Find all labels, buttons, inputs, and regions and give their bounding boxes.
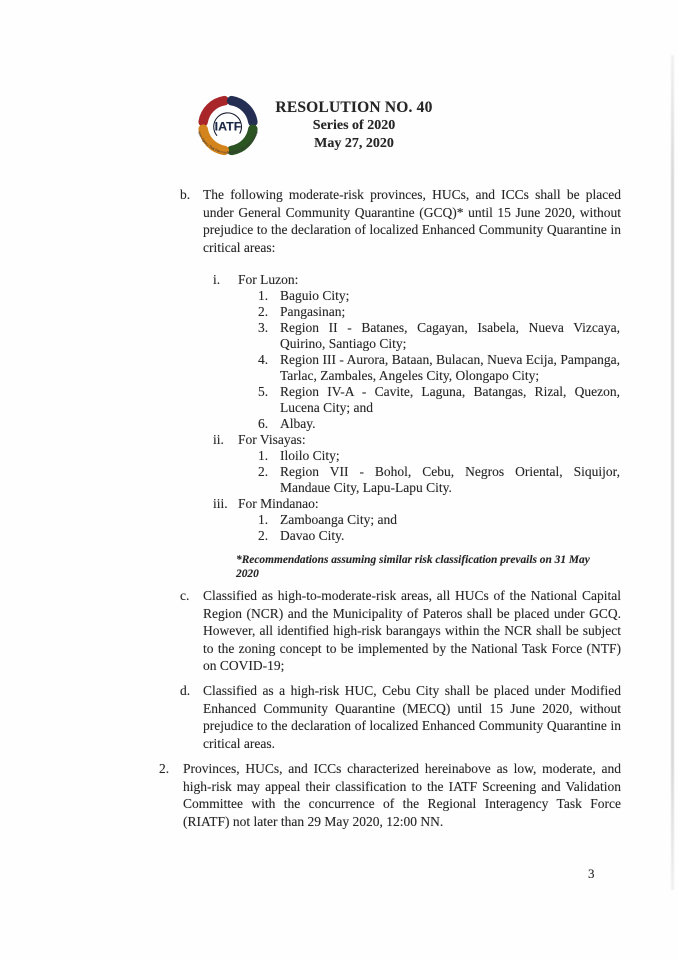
item-number: 3.	[258, 320, 269, 335]
paragraph-c-text: Classified as high-to-moderate-risk areas, all HUCs of the National Capital Region (NCR) and the Municipality of Pateros shall be placed under GCQ. However, all identified high-risk barangays within the NCR shall be subject to the zoning concept to be implemented by the National Task Force (NTF) on COVID-19;	[203, 588, 621, 674]
visayas-items	[258, 448, 620, 496]
resolution-title-block	[243, 98, 465, 153]
region-luzon-marker: i.	[213, 272, 221, 287]
region-visayas-marker: ii.	[213, 432, 224, 447]
item-number: 2.	[258, 528, 269, 543]
item-number: 4.	[258, 352, 269, 367]
region-heading-mindanao	[213, 496, 620, 512]
region-visayas-label: For Visayas:	[238, 432, 306, 447]
region-heading-visayas	[213, 432, 620, 448]
item-text: Region II - Batanes, Cagayan, Isabela, Nueva Vizcaya, Quirino, Santiago City;	[280, 320, 620, 351]
luzon-items	[258, 288, 620, 432]
list-item	[258, 416, 620, 432]
region-mindanao-marker: iii.	[213, 496, 228, 511]
resolution-date: May 27, 2020	[314, 136, 394, 151]
paragraph-b	[180, 186, 621, 256]
paragraph-d	[180, 682, 621, 752]
item-number: 2.	[258, 464, 269, 479]
region-luzon-label: For Luzon:	[238, 272, 299, 287]
list-item	[258, 464, 620, 496]
paragraph-2	[159, 760, 621, 830]
paragraph-b-text: The following moderate-risk provinces, HUCs, and ICCs shall be placed under General Community Quarantine (GCQ)* until 15 June 2020, without prejudice to the declaration of localized Enhanced Community Quarantine in critical areas:	[203, 187, 621, 255]
paragraph-d-marker: d.	[180, 683, 191, 698]
mindanao-items	[258, 512, 620, 544]
paragraph-2-text: Provinces, HUCs, and ICCs characterized hereinabove as low, moderate, and high-risk may appeal their classification to the IATF Screening and Validation Committee with the concurrence of the Regional Interagency Task Force (RIATF) not later than 29 May 2020, 12:00 NN.	[183, 761, 621, 829]
paragraph-2-marker: 2.	[159, 761, 170, 776]
paragraph-c-marker: c.	[180, 588, 190, 603]
logo-center-label: IATF	[214, 119, 242, 134]
list-item	[258, 320, 620, 352]
item-number: 5.	[258, 384, 269, 399]
item-text: Iloilo City;	[280, 448, 340, 463]
item-text: Davao City.	[280, 528, 345, 543]
resolution-series: Series of 2020	[312, 118, 396, 133]
paragraph-c	[180, 587, 621, 675]
list-item	[258, 448, 620, 464]
region-outline-list	[213, 272, 620, 544]
list-item	[258, 512, 620, 528]
region-heading-luzon	[213, 272, 620, 288]
item-number: 1.	[258, 448, 269, 463]
item-text: Region VII - Bohol, Cebu, Negros Oriental, Siquijor, Mandaue City, Lapu-Lapu City.	[280, 464, 620, 495]
item-text: Pangasinan;	[280, 304, 346, 319]
item-text: Albay.	[280, 416, 316, 431]
list-item	[258, 384, 620, 416]
item-text: Region III - Aurora, Bataan, Bulacan, Nueva Ecija, Pampanga, Tarlac, Zambales, Angeles City, Olongapo City;	[280, 352, 620, 383]
paragraph-d-text: Classified as a high-risk HUC, Cebu City shall be placed under Modified Enhanced Community Quarantine (MECQ) until 15 June 2020, without prejudice to the declaration of localized Enhanced Community Quarantine in critical areas.	[203, 683, 621, 751]
list-item	[258, 304, 620, 320]
item-text: Region IV-A - Cavite, Laguna, Batangas, Rizal, Quezon, Lucena City; and	[280, 384, 620, 415]
page-number: 3	[588, 866, 595, 881]
region-mindanao-label: For Mindanao:	[238, 496, 319, 511]
item-number: 1.	[258, 288, 269, 303]
item-number: 6.	[258, 416, 269, 431]
footnote: *Recommendations assuming similar risk classification prevails on 31 May 2020	[236, 554, 590, 580]
paragraph-b-marker: b.	[180, 187, 191, 202]
item-number: 2.	[258, 304, 269, 319]
logo-ring-text: Inter-Agency Task Force on Emerging Infectious Diseases	[196, 130, 260, 155]
resolution-number: RESOLUTION NO. 40	[275, 99, 433, 116]
item-number: 1.	[258, 512, 269, 527]
list-item	[258, 288, 620, 304]
list-item	[258, 352, 620, 384]
list-item	[258, 528, 620, 544]
item-text: Zamboanga City; and	[280, 512, 397, 527]
scan-edge-artifact	[671, 55, 674, 890]
item-text: Baguio City;	[280, 288, 350, 303]
